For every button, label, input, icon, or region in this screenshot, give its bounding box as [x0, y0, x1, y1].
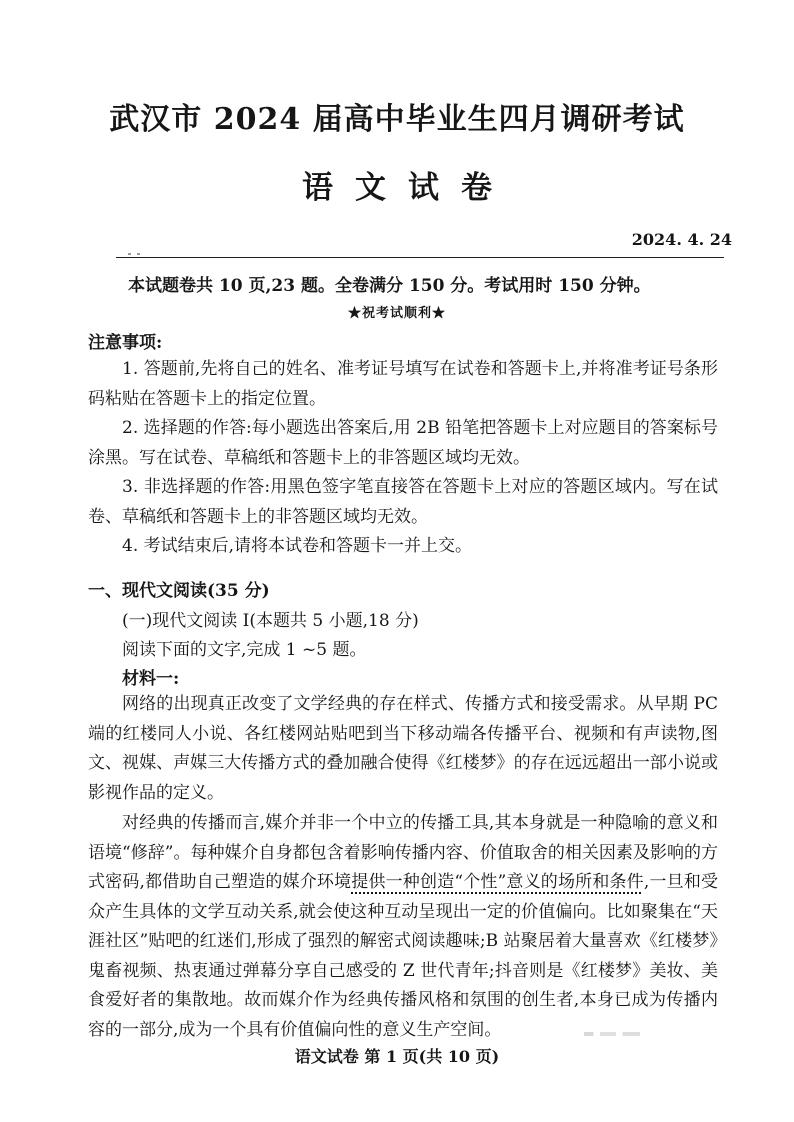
exam-date: 2024. 4. 24: [631, 230, 732, 249]
scan-smudge: [584, 1032, 664, 1036]
subject-title: 语文试卷: [302, 170, 514, 206]
reading-instruction: 阅读下面的文字,完成 1 ~5 题。: [122, 640, 367, 660]
article-paragraph: [88, 809, 718, 1045]
good-luck-banner: ★祝考试顺利★: [347, 306, 446, 321]
material-text: [88, 690, 718, 1045]
notice-item: 1. 答题前,先将自己的姓名、准考证号填写在试卷和答题卡上,并将准考证号条形码粘贴在答题卡上的指定位置。: [88, 359, 718, 409]
header-divider: [116, 257, 724, 258]
paragraph-text: ,一旦和受众产生具体的文学互动关系,就会使这种互动呈现出一定的价值偏向。比如聚集在“天涯社区”贴吧的红迷们,形成了强烈的解密式阅读趣味;B 站聚居着大量喜欢《红楼梦》鬼畜视频、热衷通过弹幕分享自己感受的 Z 世代青年;抖音则是《红楼梦》美妆、美食爱好者的集散地。故而媒介作为经典传播风格和氛围的创生者,本身已成为传播内容的一部分,成为一个具有价值偏向性的意义生产空间。: [88, 872, 718, 1040]
scan-smudge: [128, 240, 148, 243]
notice-title: 注意事项:: [88, 333, 163, 353]
notice-item: 4. 考试结束后,请将本试卷和答题卡一并上交。: [122, 536, 473, 556]
notice-item: 2. 选择题的作答:每小题选出答案后,用 2B 铅笔把答题卡上对应题目的答案标号涂黑。写在试卷、草稿纸和答题卡上的非答题区域均无效。: [88, 418, 718, 468]
material-label: 材料一:: [122, 669, 180, 689]
paragraph-text: 对经典的传播而言,媒介并非一个中立的传播工具,其本身就是一种隐喻的意义和语境“修辞”。每种媒介自身都包含着影响传播内容、价值取舍的相关因素及影响的方式密码,都借助自己塑造的媒介环境: [88, 813, 718, 892]
notice-list: [88, 355, 718, 562]
emphasized-phrase: 提供一种创造“个性”意义的场所和条件: [351, 872, 644, 892]
exam-info-line: 本试题卷共 10 页,23 题。全卷满分 150 分。考试用时 150 分钟。: [128, 276, 651, 296]
notice-item: 3. 非选择题的作答:用黑色签字笔直接答在答题卡上对应的答题区域内。写在试卷、草稿纸和答题卡上的非答题区域均无效。: [88, 477, 718, 527]
section-heading: 一、现代文阅读(35 分): [88, 581, 270, 601]
subsection-heading: (一)现代文阅读 I(本题共 5 小题,18 分): [122, 611, 419, 631]
page-footer: 语文试卷 第 1 页(共 10 页): [294, 1047, 500, 1066]
exam-title: 武汉市 2024 届高中毕业生四月调研考试: [109, 102, 685, 137]
article-paragraph: 网络的出现真正改变了文学经典的存在样式、传播方式和接受需求。从早期 PC 端的红楼同人小说、各红楼网站贴吧到当下移动端各传播平台、视频和有声读物,图文、视媒、声媒三大传播方式的叠加融合使得《红楼梦》的存在远远超出一部小说或影视作品的定义。: [88, 694, 718, 803]
